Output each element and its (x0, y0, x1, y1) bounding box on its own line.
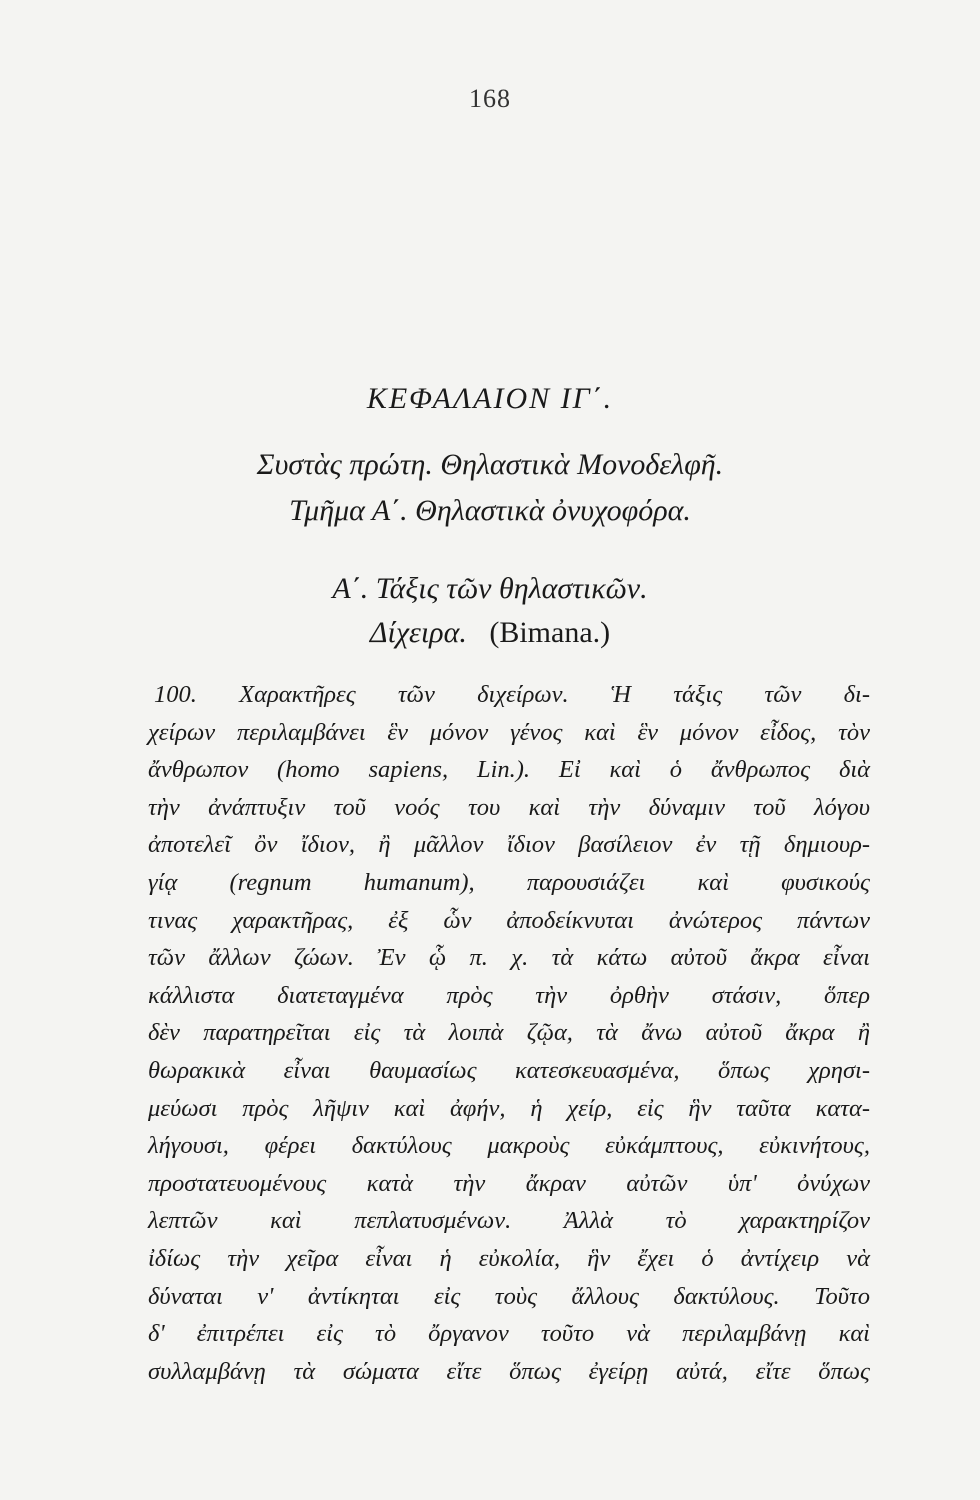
chapter-title: ΚΕΦΑΛΑΙΟΝ ΙΓ΄. (366, 382, 614, 415)
heading-line-4-latin: (Bimana.) (489, 616, 611, 649)
page-number: 168 (469, 84, 511, 113)
body-paragraph (148, 676, 870, 1390)
body-line: λήγουσι, φέρει δακτύλους μακροὺς εὐκάμπτους, εὐκινήτους, (148, 1132, 870, 1160)
body-line: θωρακικὰ εἶναι θαυμασίως κατεσκευασμένα, ὅπως χρησι- (148, 1056, 870, 1084)
heading-line-4-greek: Δίχειρα. (369, 616, 467, 649)
body-line: δ' ἐπιτρέπει εἰς τὸ ὄργανον τοῦτο νὰ περιλαμβάνῃ καὶ (148, 1320, 870, 1348)
body-line: ἰδίως τὴν χεῖρα εἶναι ἡ εὐκολία, ἣν ἔχει ὁ ἀντίχειρ νὰ (148, 1244, 870, 1272)
body-line: τῶν ἄλλων ζώων. Ἐν ᾧ π. χ. τὰ κάτω αὐτοῦ ἄκρα εἶναι (148, 944, 870, 972)
body-line: δύναται ν' ἀντίκηται εἰς τοὺς ἄλλους δακτύλους. Τοῦτο (148, 1282, 870, 1310)
body-line: δὲν παρατηρεῖται εἰς τὰ λοιπὰ ζῷα, τὰ ἄνω αὐτοῦ ἄκρα ἢ (148, 1019, 870, 1047)
heading-line-1: Συστὰς πρώτη. Θηλαστικὰ Μονοδελφῆ. (256, 448, 724, 481)
body-line: τὴν ἀνάπτυξιν τοῦ νοός του καὶ τὴν δύναμιν τοῦ λόγου (148, 793, 870, 821)
body-line: τινας χαρακτῆρας, ἐξ ὧν ἀποδείκνυται ἀνώτερος πάντων (148, 906, 870, 934)
body-line: προστατευομένους κατὰ τὴν ἄκραν αὐτῶν ὑπ' ὀνύχων (148, 1169, 870, 1197)
heading-line-2: Τμῆμα Α΄. Θηλαστικὰ ὀνυχοφόρα. (289, 494, 691, 527)
body-line: γίᾳ (regnum humanum), παρουσιάζει καὶ φυσικούς (148, 868, 870, 896)
heading-line-3: Α΄. Τάξις τῶν θηλαστικῶν. (332, 572, 648, 605)
body-line: κάλλιστα διατεταγμένα πρὸς τὴν ὀρθὴν στάσιν, ὅπερ (148, 981, 870, 1009)
body-line: λεπτῶν καὶ πεπλατυσμένων. Ἀλλὰ τὸ χαρακτηρίζον (148, 1207, 870, 1235)
body-line: μεύωσι πρὸς λῆψιν καὶ ἀφήν, ἡ χείρ, εἰς ἣν ταῦτα κατα- (148, 1094, 870, 1122)
body-line: συλλαμβάνῃ τὰ σώματα εἴτε ὅπως ἐγείρῃ αὐτά, εἴτε ὅπως (148, 1357, 870, 1385)
heading-line-4 (0, 616, 980, 650)
body-line: ἀποτελεῖ ὂν ἴδιον, ἢ μᾶλλον ἴδιον βασίλειον ἐν τῇ δημιουρ- (148, 831, 870, 859)
body-line: 100. Χαρακτῆρες τῶν διχείρων. Ἡ τάξις τῶν δι- (154, 681, 870, 708)
body-line: ἄνθρωπον (homo sapiens, Lin.). Εἰ καὶ ὁ ἄνθρωπος διὰ (148, 756, 870, 784)
body-line: χείρων περιλαμβάνει ἓν μόνον γένος καὶ ἓν μόνον εἶδος, τὸν (148, 718, 870, 746)
